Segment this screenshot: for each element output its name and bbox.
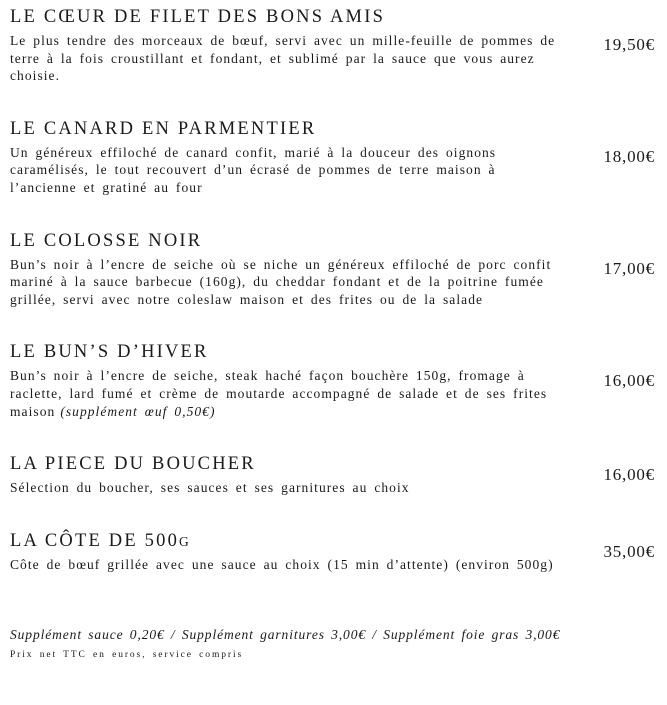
menu-item (10, 230, 655, 309)
item-price: 16,00€ (603, 370, 655, 390)
item-description-text: Bun’s noir à l’encre de seiche, steak haché façon bouchère 150g, fromage à raclette, lard fumé et crème de moutarde accompagné de salade et de ses frites maison (10, 368, 548, 419)
item-description-text: Un généreux effiloché de canard confit, marié à la douceur des oignons caramélisés, le tout recouvert d’un écrasé de pommes de terre maison à l’ancienne et gratiné au four (10, 144, 497, 195)
menu-items-list (10, 6, 655, 573)
item-text-block (10, 453, 563, 497)
menu-item (10, 453, 655, 497)
item-title (10, 453, 563, 476)
item-description (10, 144, 563, 197)
item-description (10, 256, 563, 309)
item-description-supplement-note: (supplément œuf 0,50€) (60, 403, 216, 419)
item-price: 35,00€ (603, 541, 655, 561)
menu-item (10, 6, 655, 85)
item-title (10, 341, 563, 364)
item-description-text: Le plus tendre des morceaux de bœuf, servi avec un mille-feuille de pommes de terre à la fois croustillant et fondant, et sublimé par la sauce que vous aurez choisie. (10, 33, 556, 84)
menu-item (10, 118, 655, 197)
item-title-text: LA CÔTE DE 500 (10, 530, 180, 551)
item-title-text: LA PIECE DU BOUCHER (10, 454, 256, 475)
item-description-text: Bun’s noir à l’encre de seiche où se niche un généreux effiloché de porc confit mariné à la sauce barbecue (160g), du cheddar fondant et de la poitrine fumée grillée, servi avec notre coleslaw maison et des frites ou de la salade (10, 256, 552, 307)
item-description (10, 367, 563, 420)
item-title (10, 6, 563, 29)
item-text-block (10, 341, 563, 420)
item-text-block (10, 118, 563, 197)
item-description (10, 479, 563, 497)
item-title (10, 230, 563, 253)
item-description (10, 32, 563, 85)
item-text-block (10, 230, 563, 309)
item-description-text: Sélection du boucher, ses sauces et ses garnitures au choix (10, 480, 410, 496)
item-title-text: LE CŒUR DE FILET DES BONS AMIS (10, 7, 386, 27)
item-title (10, 118, 563, 141)
item-price: 19,50€ (603, 35, 655, 55)
item-title (10, 530, 563, 553)
item-title-unit: G (179, 533, 191, 549)
item-text-block (10, 530, 563, 574)
item-title-text: LE COLOSSE NOIR (10, 230, 203, 251)
item-price: 17,00€ (603, 258, 655, 278)
menu-footer (10, 627, 655, 660)
tax-note: Prix net TTC en euros, service compris (10, 650, 244, 661)
supplements-note: Supplément sauce 0,20€ / Supplément garnitures 3,00€ / Supplément foie gras 3,00€ (10, 627, 561, 643)
item-title-text: LE CANARD EN PARMENTIER (10, 118, 317, 139)
item-price: 16,00€ (603, 464, 655, 484)
item-text-block (10, 6, 563, 85)
menu-item (10, 530, 655, 574)
item-description (10, 556, 563, 574)
menu-item (10, 341, 655, 420)
item-description-text: Côte de bœuf grillée avec une sauce au choix (15 min d’attente) (environ 500g) (10, 556, 554, 572)
item-price: 18,00€ (603, 147, 655, 167)
item-title-text: LE BUN’S D’HIVER (10, 342, 209, 363)
